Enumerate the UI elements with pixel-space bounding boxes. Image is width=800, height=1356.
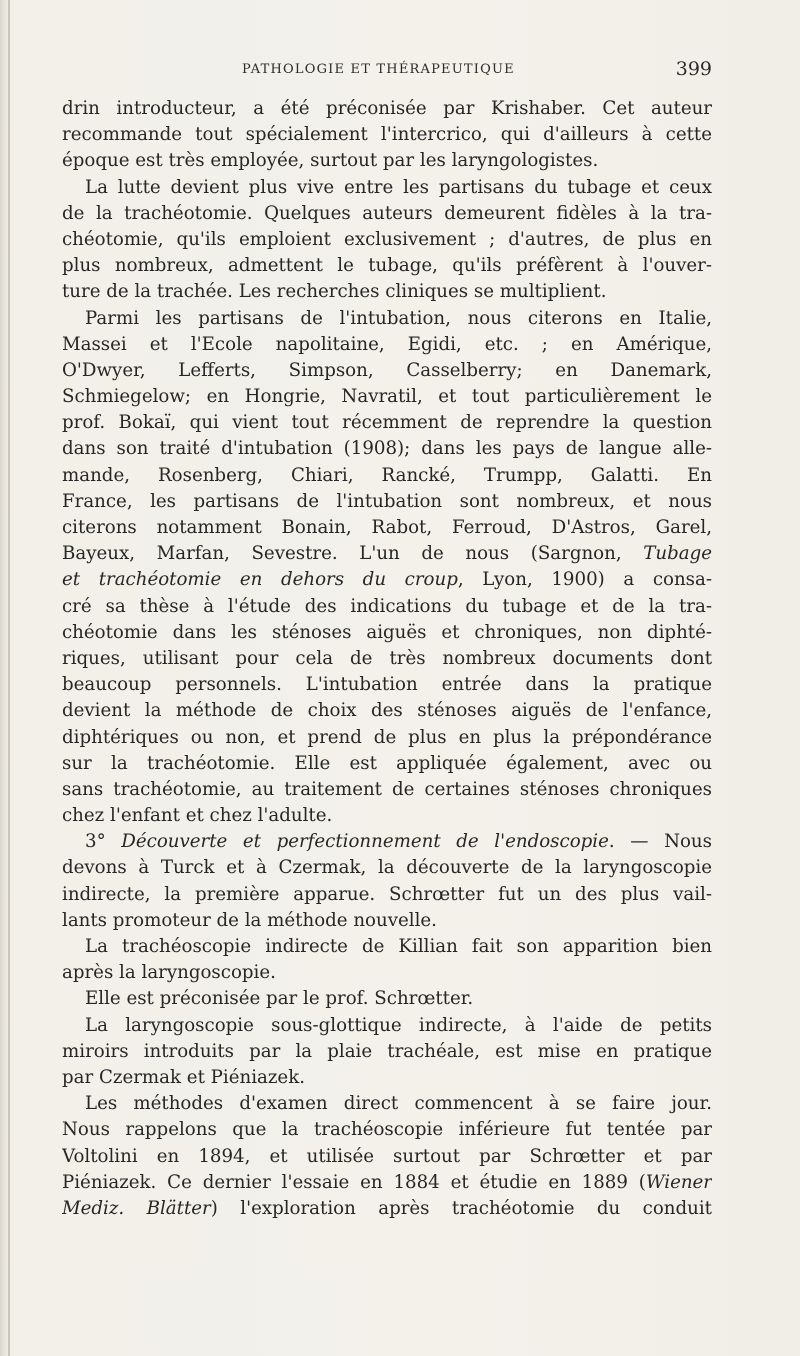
text-line — [62, 358, 712, 384]
text-line — [62, 96, 712, 122]
text-line — [62, 751, 712, 777]
line-text: chéotomie dans les sténoses aiguës et chroniques, non diphté- — [62, 621, 712, 643]
line-text: Massei et l'Ecole napolitaine, Egidi, etc. ; en Amérique, — [62, 333, 712, 355]
section-number: 3° — [85, 831, 122, 853]
text-line — [62, 175, 712, 201]
text-line — [62, 1117, 712, 1143]
text-line — [62, 594, 712, 620]
text-line — [62, 986, 712, 1012]
running-title: PATHOLOGIE ET THÉRAPEUTIQUE — [242, 62, 515, 77]
text-line — [62, 1039, 712, 1065]
text-line — [62, 908, 712, 934]
text-line — [62, 1013, 712, 1039]
line-text: Nous rappelons que la trachéoscopie inférieure fut tentée par — [62, 1119, 712, 1141]
line-text: sur la trachéotomie. Elle est appliquée également, avec ou — [62, 752, 712, 774]
text-line — [62, 777, 712, 803]
line-text: , Lyon, 1900) a consa- — [457, 569, 712, 591]
text-line — [62, 306, 712, 332]
text-line — [62, 515, 712, 541]
text-line — [62, 227, 712, 253]
line-text: Parmi les partisans de l'intubation, nous citerons en Italie, — [85, 307, 712, 329]
text-line — [62, 960, 712, 986]
line-text: chéotomie, qu'ils emploient exclusivement ; d'autres, de plus en — [62, 228, 712, 250]
text-line — [62, 463, 712, 489]
text-line — [62, 122, 712, 148]
line-text: France, les partisans de l'intubation sont nombreux, et nous — [62, 490, 712, 512]
text-line — [62, 803, 712, 829]
text-line — [62, 1170, 712, 1196]
text-line — [62, 541, 712, 567]
line-text: par Czermak et Piéniazek. — [62, 1066, 306, 1088]
text-line — [62, 489, 712, 515]
text-line — [62, 934, 712, 960]
line-text: ) l'exploration après trachéotomie du conduit — [210, 1197, 712, 1219]
line-text: après la laryngoscopie. — [62, 962, 276, 984]
line-text: La lutte devient plus vive entre les partisans du tubage et ceux — [85, 176, 712, 198]
text-line — [62, 829, 712, 855]
text-line — [62, 384, 712, 410]
line-text: lants promoteur de la méthode nouvelle. — [62, 909, 437, 931]
line-text: chez l'enfant et chez l'adulte. — [62, 805, 333, 827]
line-text: recommande tout spécialement l'intercrico, qui d'ailleurs à cette — [62, 124, 712, 146]
line-text: riques, utilisant pour cela de très nombreux documents dont — [62, 647, 712, 669]
text-line — [62, 882, 712, 908]
line-text: beaucoup personnels. L'intubation entrée dans la pratique — [62, 674, 712, 696]
body-text — [62, 96, 712, 1222]
text-line — [62, 1065, 712, 1091]
line-text: dans son traité d'intubation (1908); dans les pays de langue alle- — [62, 438, 712, 460]
italic-title: et trachéotomie en dehors du croup — [62, 569, 458, 591]
text-line — [62, 646, 712, 672]
line-text: cré sa thèse à l'étude des indications du tubage et de la tra- — [62, 595, 712, 617]
text-line — [62, 332, 712, 358]
line-text: Piéniazek. Ce dernier l'essaie en 1884 et étudie en 1889 ( — [62, 1171, 646, 1193]
text-line — [62, 672, 712, 698]
line-text: plus nombreux, admettent le tubage, qu'ils préfèrent à l'ouver- — [62, 255, 712, 277]
page-header — [62, 58, 712, 84]
line-text: devons à Turck et à Czermak, la découverte de la laryngoscopie — [62, 857, 712, 879]
line-text: drin introducteur, a été préconisée par Krishaber. Cet auteur — [62, 98, 712, 119]
italic-title: Wiener — [645, 1171, 712, 1193]
line-text: La trachéoscopie indirecte de Killian fait son apparition bien — [85, 936, 712, 957]
text-line — [62, 279, 712, 305]
text-line — [62, 201, 712, 227]
line-text: diphtériques ou non, et prend de plus en plus la prépondérance — [62, 726, 712, 748]
line-text: miroirs introduits par la plaie trachéale, est mise en pratique — [62, 1040, 712, 1062]
text-line — [62, 436, 712, 462]
page-gutter-edge — [8, 0, 10, 1356]
text-line — [62, 725, 712, 751]
line-text: sans trachéotomie, au traitement de certaines sténoses chroniques — [62, 778, 712, 800]
line-text: indirecte, la première apparue. Schrœtter fut un des plus vail- — [62, 883, 712, 905]
line-text: de la trachéotomie. Quelques auteurs demeurent fidèles à la tra- — [62, 202, 712, 224]
text-line — [62, 1144, 712, 1170]
line-text: La laryngoscopie sous-glottique indirecte, à l'aide de petits — [85, 1014, 712, 1036]
line-text: Bayeux, Marfan, Sevestre. L'un de nous (Sargnon, — [62, 543, 644, 565]
line-text: Elle est préconisée par le prof. Schrœtter. — [85, 988, 474, 1010]
line-text: Schmiegelow; en Hongrie, Navratil, et tout particulièrement le — [62, 386, 712, 408]
line-text: époque est très employée, surtout par les laryngologistes. — [62, 150, 599, 172]
text-line — [62, 148, 712, 174]
italic-title: Mediz. Blätter — [62, 1197, 211, 1219]
section-heading: Découverte et perfectionnement de l'endoscopie — [121, 831, 609, 853]
text-line — [62, 698, 712, 724]
line-text: devient la méthode de choix des sténoses aiguës de l'enfance, — [62, 700, 712, 722]
line-text: ture de la trachée. Les recherches cliniques se multiplient. — [62, 281, 607, 303]
line-text: Voltolini en 1894, et utilisée surtout par Schrœtter et par — [62, 1145, 712, 1167]
line-text: mande, Rosenberg, Chiari, Rancké, Trumpp, Galatti. En — [62, 464, 712, 486]
text-line — [62, 1091, 712, 1117]
line-text: Les méthodes d'examen direct commencent à se faire jour. — [85, 1093, 712, 1115]
text-line — [62, 1196, 712, 1222]
line-text: citerons notamment Bonain, Rabot, Ferroud, D'Astros, Garel, — [62, 517, 712, 538]
line-text: prof. Bokaï, qui vient tout récemment de reprendre la question — [62, 412, 712, 434]
text-line — [62, 567, 712, 593]
text-line — [62, 253, 712, 279]
italic-title: Tubage — [643, 543, 712, 565]
text-line — [62, 620, 712, 646]
page-number: 399 — [675, 58, 712, 80]
text-line — [62, 855, 712, 881]
line-text: . — Nous — [608, 831, 712, 853]
text-line — [62, 410, 712, 436]
line-text: O'Dwyer, Lefferts, Simpson, Casselberry; en Danemark, — [62, 359, 712, 381]
